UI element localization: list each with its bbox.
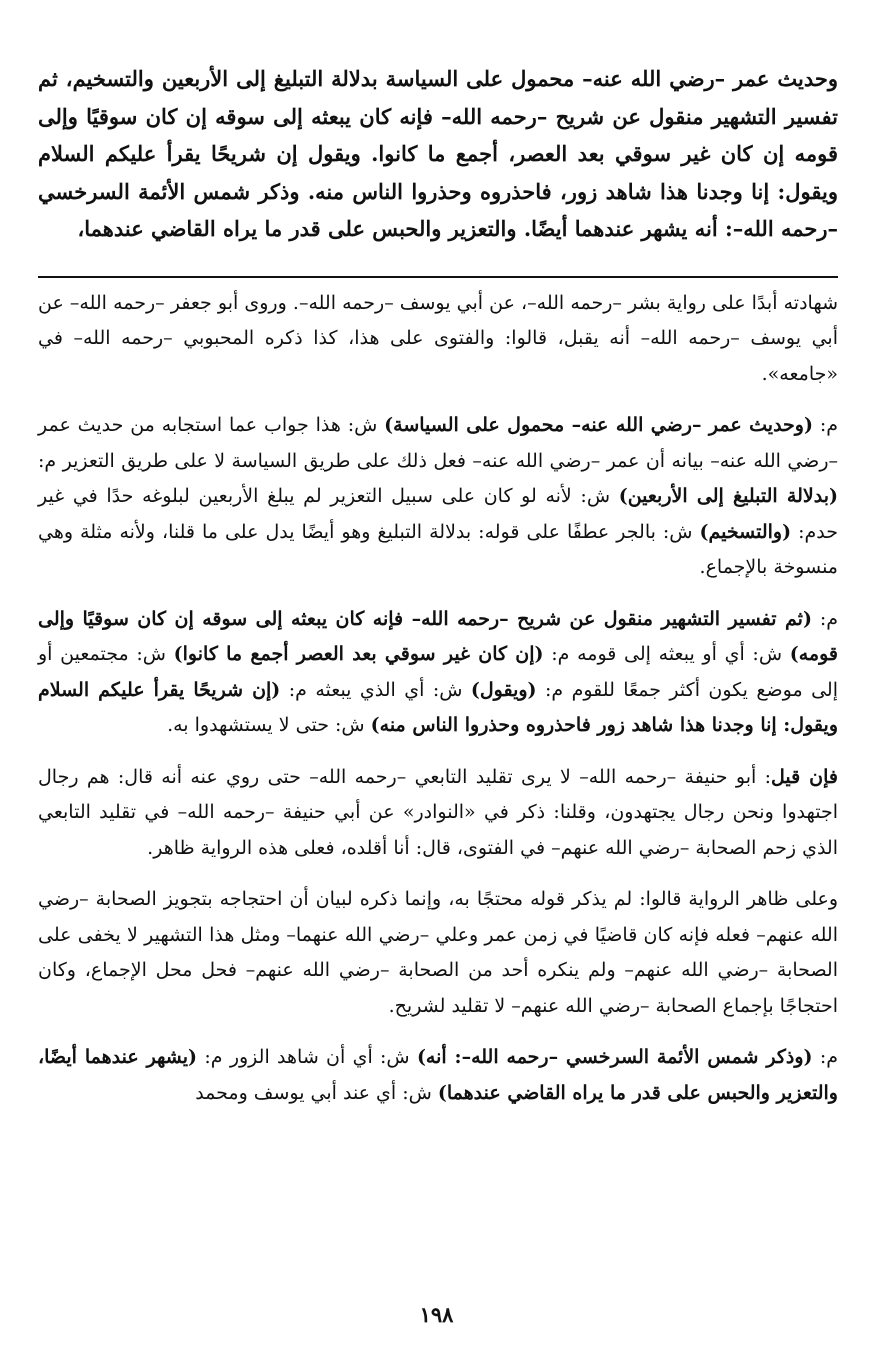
commentary-text: ش: مجتمعين أو إلى موضع يكون أكثر جمعًا للقوم م: — [38, 643, 838, 701]
commentary-text: ش: أي أو يبعثه إلى قومه م: — [543, 643, 790, 665]
commentary-paragraph — [38, 1040, 838, 1111]
quoted-matn: (إن شريحًا يقرأ عليكم السلام ويقول: إنا وجدنا هذا شاهد زور فاحذروه وحذروا الناس منه) — [38, 678, 838, 736]
commentary-text: ش: بالجر عطفًا على قوله: بدلالة التبليغ وهو أيضًا يدل على ما قلنا، ولأنه مثلة وهي منسوخة بالإجماع. — [38, 520, 838, 578]
quoted-matn: (وذكر شمس الأئمة السرخسي –رحمه الله–: أنه) — [416, 1046, 813, 1068]
separator-rule — [38, 276, 838, 278]
commentary-paragraph — [38, 882, 838, 1024]
commentary-paragraph — [38, 602, 838, 744]
quoted-matn: (ثم تفسير التشهير منقول عن شريح –رحمه الله– فإنه كان يبعثه إلى سوقه إن كان سوقيًا وإلى قومه) — [38, 607, 838, 665]
commentary-text: ش: لأنه لو كان على سبيل التعزير لم يبلغ الأربعين لبلوغه حدًا في غير حدم: — [38, 485, 838, 543]
commentary-text: ش: أي الذي يبعثه م: — [280, 678, 471, 701]
commentary-text: ش: حتى لا يستشهدوا به. — [167, 714, 371, 736]
commentary-paragraph — [38, 286, 838, 393]
commentary-text: شهادته أبدًا على رواية بشر –رحمه الله–، عن أبي يوسف –رحمه الله–. وروى أبو جعفر –رحمه الله– عن أبي يوسف –رحمه الله– أنه يقبل، قالوا: والفتوى على هذا، كذا ذكره المحبوبي –رحمه الله– في «جامعه». — [38, 291, 838, 385]
page-body — [38, 60, 838, 1127]
commentary-text: وعلى ظاهر الرواية قالوا: لم يذكر قوله محتجًا به، وإنما ذكره لبيان أن احتجاجه بتجويز الصحابة –رضي الله عنهم– فعله فإنه كان قاضيًا في زمن عمر وعلي –رضي الله عنهما– ومثل هذا التشهير لا يخفى على الصحابة –رضي الله عنهم– ولم ينكره أحد من الصحابة –رضي الله عنهم– فحل محل الإجماع، وكان احتجاجًا بإجماع الصحابة –رضي الله عنهم– لا تقليد لشريح. — [38, 888, 838, 1017]
commentary-text: م: — [812, 414, 838, 436]
quoted-matn: (وحديث عمر –رضي الله عنه– محمول على السياسة) — [384, 414, 813, 436]
quoted-matn: (إن كان غير سوقي بعد العصر أجمع ما كانوا) — [173, 643, 544, 665]
page-number: ١٩٨ — [419, 1302, 454, 1327]
commentary-paragraph — [38, 760, 838, 867]
quoted-matn: (يشهر عندهما أيضًا، والتعزير والحبس على قدر ما يراه القاضي عندهما) — [38, 1046, 838, 1104]
commentary-text: ش: أي أن شاهد الزور م: — [197, 1046, 417, 1068]
commentary-text: ش: هذا جواب عما استجابه من حديث عمر –رضي الله عنه– بيانه أن عمر –رضي الله عنه– فعل ذلك على طريق السياسة لا على طريق التعزير م: — [38, 414, 838, 472]
quoted-matn: (والتسخيم) — [699, 520, 792, 543]
commentary-paragraph — [38, 408, 838, 586]
quoted-matn: فإن قيل — [771, 765, 838, 788]
commentary-text: م: — [812, 1046, 838, 1068]
commentary-text: م: — [811, 607, 838, 630]
matn-text: وحديث عمر –رضي الله عنه– محمول على السياسة بدلالة التبليغ إلى الأربعين والتسخيم، ثم تفسير التشهير منقول عن شريح –رحمه الله– فإنه كان يبعثه إلى سوقه إن كان سوقيًا وإلى قومه إن كان غير سوقي بعد العصر، أجمع ما كانوا. ويقول إن شريحًا يقرأ عليكم السلام ويقول: إنا وجدنا هذا شاهد زور، فاحذروه وحذروا الناس منه. وذكر شمس الأئمة السرخسي –رحمه الله–: أنه يشهر عندهما أيضًا. والتعزير والحبس على قدر ما يراه القاضي عندهما، — [38, 66, 838, 241]
commentary-text: ش: أي عند أبي يوسف ومحمد — [195, 1081, 438, 1104]
quoted-matn: (بدلالة التبليغ إلى الأربعين) — [618, 485, 838, 507]
quoted-matn: (ويقول) — [470, 678, 537, 701]
commentary — [38, 286, 838, 1112]
commentary-text: : أبو حنيفة –رحمه الله– لا يرى تقليد التابعي –رحمه الله– حتى روي عنه أنه قال: هم رجال اجتهدوا ونحن رجال يجتهدون، وقلنا: ذكر في «النوادر» عن أبي حنيفة –رحمه الله– في تقليد التابعي الذي زحم الصحابة –رضي الله عنهم– في الفتوى، قال: أنا أقلده، فعلى هذه الرواية ظاهر. — [38, 765, 838, 859]
